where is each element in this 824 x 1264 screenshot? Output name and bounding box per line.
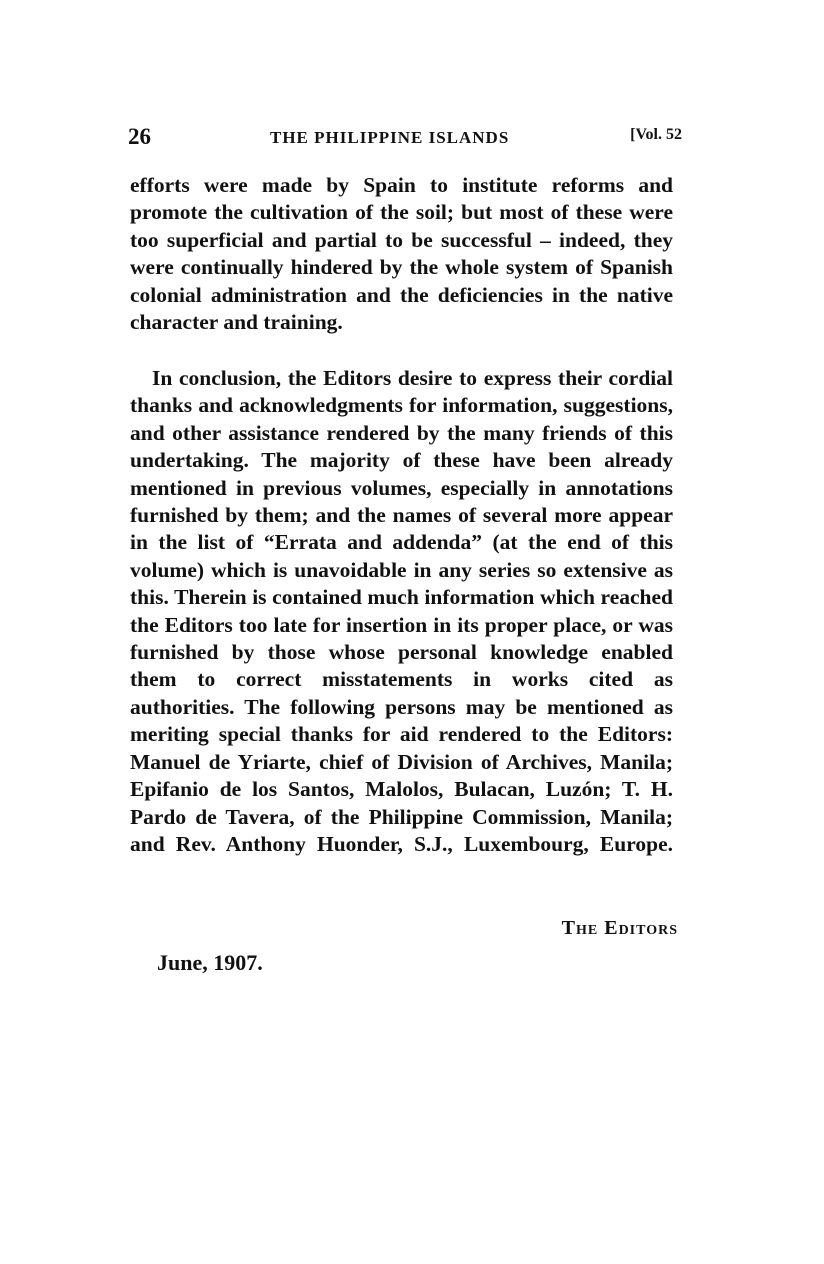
running-head [128, 124, 682, 154]
volume-reference: [Vol. 52 [630, 126, 682, 143]
body-paragraph-2: In conclusion, the Editors desire to express their cordial thanks and acknowledgments for information, suggestions, and other assistance rendered by the many friends of this undertaking. The majority of these have been already mentioned in previous volumes, especially in annotations furnished by them; and the names of several more appear in the list of “Errata and addenda” (at the end of this volume) which is unavoidable in any series so extensive as this. Therein is contained much information which reached the Editors too late for insertion in its proper place, or was furnished by those whose personal knowledge enabled them to correct misstatements in works cited as authorities. The following persons may be mentioned as meriting special thanks for aid rendered to the Editors: Manuel de Yriarte, chief of Division of Archives, Manila; Epifanio de los Santos, Malolos, Bulacan, Luzón; T. H. Pardo de Tavera, of the Philippine Commission, Manila; and Rev. Anthony Huonder, S.J., Luxembourg, Europe. [130, 366, 673, 856]
page-number: 26 [128, 124, 151, 149]
signature: The Editors [561, 917, 678, 939]
running-title: THE PHILIPPINE ISLANDS [270, 128, 510, 147]
body-paragraph-1: efforts were made by Spain to institute reforms and promote the cultivation of the soil; but most of these were too superficial and partial to be successful – indeed, they were continually hindered by the whole system of Spanish colonial administration and the deficiencies in the native character and training. [130, 173, 673, 335]
dateline: June, 1907. [157, 950, 263, 975]
